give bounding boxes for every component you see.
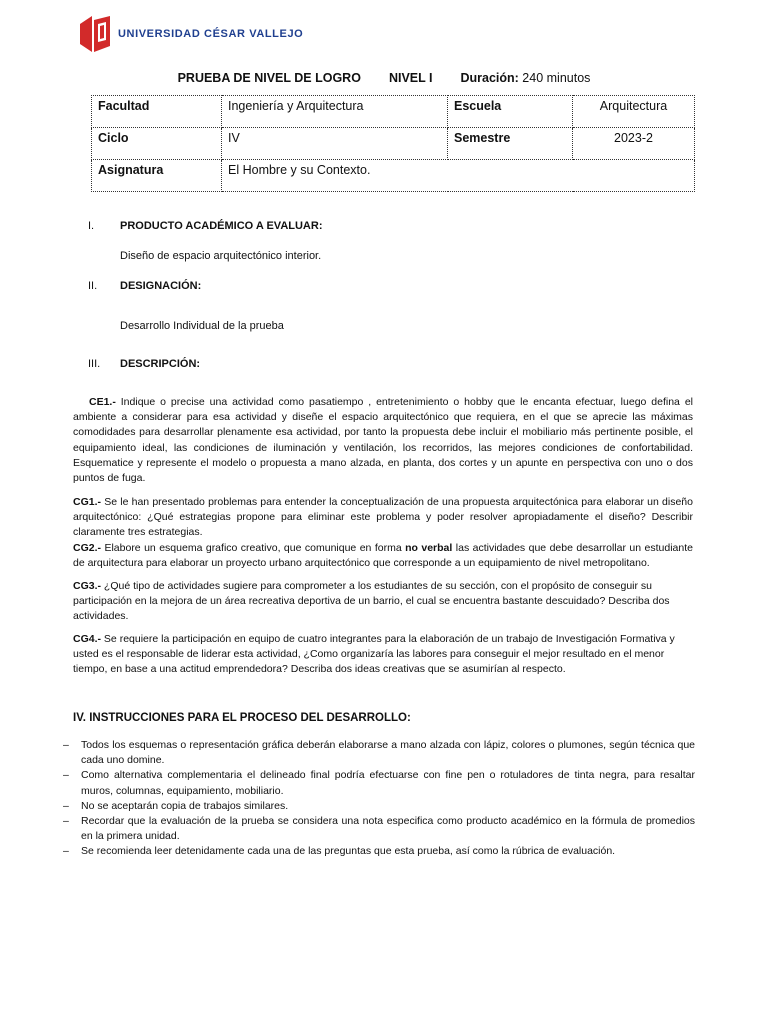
section-1-text: Diseño de espacio arquitectónico interior. bbox=[120, 250, 322, 262]
dash-marker: – bbox=[63, 769, 69, 782]
dash-marker: – bbox=[63, 845, 69, 858]
asignatura-value: El Hombre y su Contexto. bbox=[222, 160, 695, 192]
question-label: CG4.- bbox=[73, 633, 102, 645]
instructions-list bbox=[63, 738, 695, 860]
section-number: II. bbox=[88, 280, 98, 292]
question-cg4 bbox=[73, 632, 693, 678]
duration-value: 240 minutos bbox=[522, 71, 591, 85]
table-row bbox=[92, 128, 695, 160]
section-4-heading bbox=[73, 712, 411, 724]
question-cg2 bbox=[73, 541, 693, 571]
question-emphasis: no verbal bbox=[405, 542, 453, 554]
question-cg3 bbox=[73, 579, 693, 625]
list-item bbox=[63, 768, 695, 798]
list-item-text: Como alternativa complementaria el delineado final podría efectuarse con fine pen o rotuladores de tinta negra, para resaltar muros, columnas, equipamiento, mobiliario. bbox=[81, 769, 695, 797]
course-info-table bbox=[91, 95, 695, 192]
section-title: PRODUCTO ACADÉMICO A EVALUAR: bbox=[120, 220, 323, 232]
dash-marker: – bbox=[63, 799, 69, 812]
semestre-label: Semestre bbox=[448, 128, 573, 160]
question-label: CG3.- bbox=[73, 580, 102, 592]
section-title: IV. INSTRUCCIONES PARA EL PROCESO DEL DESARROLLO: bbox=[73, 712, 411, 724]
list-item bbox=[63, 738, 695, 768]
university-logo bbox=[80, 16, 303, 52]
section-2-heading bbox=[88, 280, 201, 292]
section-title: DESIGNACIÓN: bbox=[120, 280, 202, 292]
test-title: PRUEBA DE NIVEL DE LOGRO bbox=[177, 71, 361, 85]
list-item bbox=[63, 799, 695, 814]
question-label: CG1.- bbox=[73, 496, 102, 508]
logo-text: UNIVERSIDAD CÉSAR VALLEJO bbox=[118, 28, 304, 40]
list-item bbox=[63, 814, 695, 844]
question-cg1 bbox=[73, 495, 693, 541]
question-label: CG2.- bbox=[73, 542, 102, 554]
test-level: NIVEL I bbox=[388, 71, 433, 85]
list-item-text: Todos los esquemas o representación gráfica deberán elaborarse a mano alzada con lápiz, colores o plumones, según técnica que cada uno domine. bbox=[81, 739, 695, 767]
duration-label: Duración: bbox=[460, 71, 519, 85]
question-label: CE1.- bbox=[89, 396, 116, 408]
section-1-heading bbox=[88, 220, 322, 232]
section-2-text: Desarrollo Individual de la prueba bbox=[120, 320, 284, 332]
question-text: ¿Qué tipo de actividades sugiere para comprometer a los estudiantes de su sección, con el propósito de conseguir su participación en la mejora de un área recreativa deportiva de un barrio, el cual se encuentra bastante descuidado? Describa dos actividades. bbox=[73, 580, 670, 623]
escuela-value: Arquitectura bbox=[573, 96, 695, 128]
escuela-label: Escuela bbox=[448, 96, 573, 128]
question-ce1 bbox=[73, 395, 693, 486]
semestre-value: 2023-2 bbox=[573, 128, 695, 160]
list-item bbox=[63, 844, 695, 859]
section-number: I. bbox=[88, 220, 95, 232]
section-number: III. bbox=[88, 358, 101, 370]
facultad-label: Facultad bbox=[92, 96, 222, 128]
section-title: DESCRIPCIÓN: bbox=[120, 358, 201, 370]
question-text: Se requiere la participación en equipo de cuatro integrantes para la elaboración de un trabajo de Investigación Formativa y usted es el responsable de liderar esta actividad, ¿Como organizaría las labores para conseguir el mejor resultado en el menor tiempo, en base a una actitud emprendedora? Describa dos ideas creativas que se asumirían al respecto. bbox=[73, 633, 675, 676]
question-text: Indique o precise una actividad como pasatiempo , entretenimiento o hobby que le encanta efectuar, luego defina el ambiente a considerar para esa actividad y diseñe el espacio arquitectónico que requiera, en el que se aprecie las máximas comodidades para desarrollar plenamente esa actividad, por tanto la propuesta debe incluir el mobiliario más pertinente posible, el equipamiento ideal, las condiciones de iluminación y ventilación, los recorridos, las mejores condiciones de confortabilidad. Esquematice y represente el modelo o propuesta a mano alzada, en planta, dos cortes y un apunte en perspectiva con uno o dos puntos de fuga. bbox=[73, 396, 693, 485]
ciclo-label: Ciclo bbox=[92, 128, 222, 160]
ucv-shield-icon bbox=[80, 16, 110, 52]
dash-marker: – bbox=[63, 739, 69, 751]
table-row bbox=[92, 160, 695, 192]
list-item-text: No se aceptarán copia de trabajos similares. bbox=[81, 799, 289, 812]
question-text: las actividades que debe desarrollar un estudiante de arquitectura para elaborar un proyecto urbano arquitectónico que corresponde a un equipamiento de nivel metropolitano. bbox=[73, 542, 693, 570]
question-text: Se le han presentado problemas para entender la conceptualización de una propuesta arquitectónica para elaborar un diseño arquitectónico: ¿Qué estrategias propone para eliminar este problema y poder resolver apropiadamente el diseño? Describir claramente tres estrategias. bbox=[73, 496, 693, 539]
list-item-text: Recordar que la evaluación de la prueba se considera una nota especifica como producto académico en la fórmula de promedios en la primera unidad. bbox=[81, 815, 695, 843]
dash-marker: – bbox=[63, 815, 69, 828]
test-header bbox=[0, 71, 768, 85]
facultad-value: Ingeniería y Arquitectura bbox=[222, 96, 448, 128]
list-item-text: Se recomienda leer detenidamente cada una de las preguntas que esta prueba, así como la rúbrica de evaluación. bbox=[81, 845, 616, 858]
section-3-heading bbox=[88, 358, 200, 370]
ciclo-value: IV bbox=[222, 128, 448, 160]
table-row bbox=[92, 96, 695, 128]
asignatura-label: Asignatura bbox=[92, 160, 222, 192]
question-text: Elabore un esquema grafico creativo, que comunique en forma bbox=[101, 542, 406, 554]
